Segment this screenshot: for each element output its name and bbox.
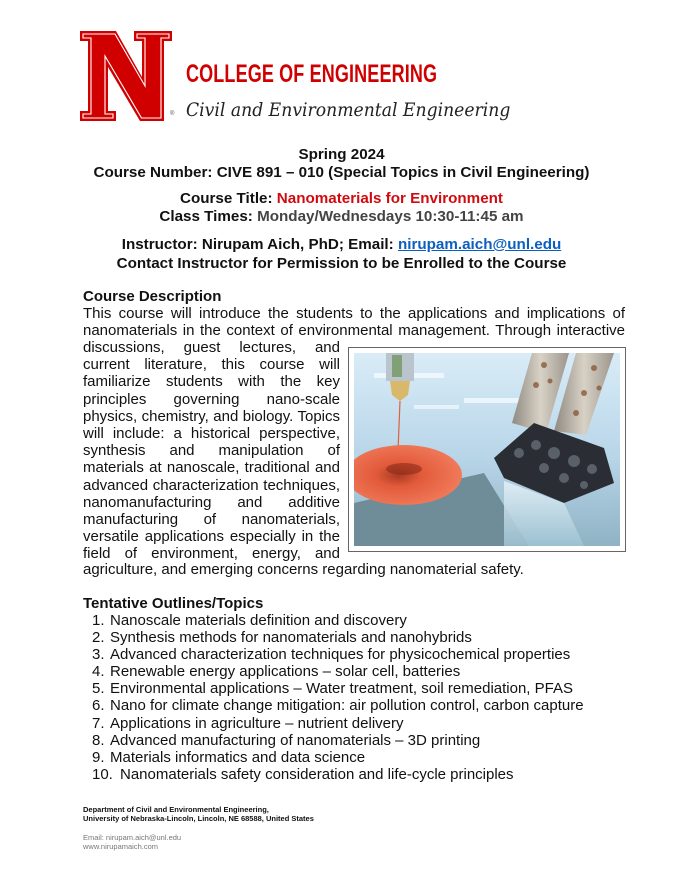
description-line: physics, chemistry, and biology. Topics [83,407,340,425]
topic-text: Nanoscale materials definition and discovery [110,612,407,629]
description-intro [83,305,625,339]
topic-number: 5. [92,680,105,698]
description-line: will include: a historical perspective, [83,425,340,443]
topic-number: 2. [92,629,105,647]
department-name: Civil and Environmental Engineering [186,100,511,121]
description-line: field of environment, energy, and [83,545,340,563]
topic-item [83,629,584,646]
description-line: nanomaterials in the context of environmental management. Through interactive [83,322,625,340]
topic-text: Synthesis methods for nanomaterials and nanohybrids [110,629,472,647]
description-line: familiarize students with the key [83,373,340,391]
semester: Spring 2024 [298,146,385,163]
topic-text: Materials informatics and data science [110,748,366,766]
topic-number: 6. [92,697,105,715]
topic-item [83,612,584,629]
topics-heading: Tentative Outlines/Topics [83,595,264,612]
course-title-label: Course Title: [180,190,273,207]
footer-website[interactable]: www.nirupamaich.com [83,842,159,851]
topic-number: 7. [92,714,105,732]
topic-text: Nanomaterials safety consideration and life-cycle principles [120,765,514,783]
description-line: advanced characterization techniques, [83,476,340,494]
course-title-line [0,190,683,207]
course-number-line [0,164,683,181]
topic-number: 4. [92,663,105,681]
description-line: current literature, this course will [83,356,340,374]
illustration-graphic [354,353,620,546]
topic-item [83,732,584,749]
topic-text: Advanced characterization techniques for physicochemical properties [110,646,571,664]
topic-text: Nano for climate change mitigation: air pollution control, carbon capture [110,697,584,715]
description-line: nanomanufacturing and additive [83,493,340,511]
nanomaterials-image [354,353,620,546]
contact-note: Contact Instructor for Permission to be Enrolled to the Course [116,255,567,272]
footer-email: Email: nirupam.aich@unl.edu [83,833,182,842]
topic-text: Renewable energy applications – solar cell, batteries [110,663,461,681]
university-n-logo [80,31,175,121]
course-number-label: Course Number: [93,164,213,181]
topic-number: 8. [92,731,105,749]
description-line: discussions, guest lectures, and [83,339,340,356]
class-times-value: Monday/Wednesdays 10:30-11:45 am [257,208,524,225]
topic-item [83,697,584,714]
topic-text: Applications in agriculture – nutrient delivery [110,714,404,732]
topic-number: 1. [92,612,105,629]
topic-number: 3. [92,646,105,664]
description-line: This course will introduce the students to the applications and implications of [83,305,625,322]
footer-address [83,805,314,823]
topic-item [83,766,584,783]
instructor-email-link[interactable]: nirupam.aich@unl.edu [397,236,562,253]
footer-contact [83,833,181,851]
description-last-line: agriculture, and emerging concerns regarding nanomaterial safety. [83,561,524,578]
college-name: COLLEGE OF ENGINEERING [186,60,438,88]
topic-text: Environmental applications – Water treatment, soil remediation, PFAS [110,680,573,698]
topic-number: 10. [92,765,113,783]
course-title-value: Nanomaterials for Environment [276,190,503,207]
topic-text: Advanced manufacturing of nanomaterials – 3D printing [110,731,481,749]
topic-number: 9. [92,748,105,766]
description-line: materials at nanoscale, traditional and [83,459,340,477]
course-description-heading: Course Description [83,288,222,305]
instructor-label: Instructor: Nirupam Aich, PhD; Email: [121,236,394,253]
topic-item [83,715,584,732]
topic-item [83,749,584,766]
course-number-value: CIVE 891 – 010 (Special Topics in Civil Engineering) [216,164,590,181]
course-illustration [348,347,626,552]
footer-address-line: University of Nebraska-Lincoln, Lincoln, NE 68588, United States [83,814,314,823]
description-line: manufacturing of nanomaterials, [83,511,340,529]
description-line: versatile applications especially in the [83,528,340,546]
instructor-line [0,236,683,253]
description-line: synthesis and manipulation of [83,442,340,460]
footer-address-line: Department of Civil and Environmental Engineering, [83,805,269,814]
registered-mark: ® [170,111,175,117]
topic-item [83,663,584,680]
topics-list [83,612,584,783]
description-line: principles governing nano-scale [83,390,340,408]
class-times-label: Class Times: [159,208,253,225]
class-times-line [0,208,683,225]
topic-item [83,646,584,663]
description-wrapped [83,339,340,563]
topic-item [83,680,584,697]
